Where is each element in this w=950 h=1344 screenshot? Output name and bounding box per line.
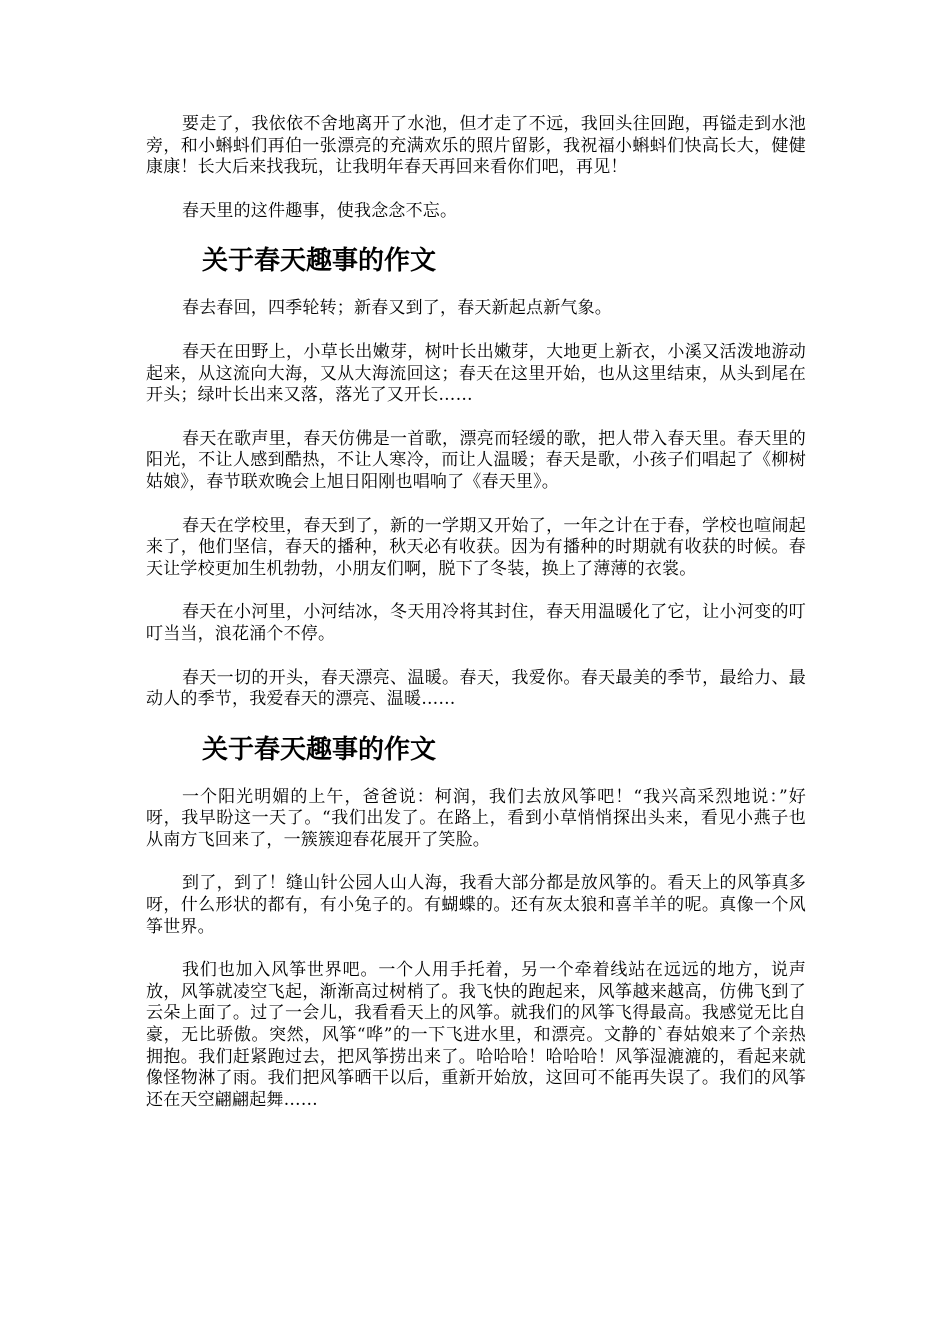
paragraph: 春天在小河里，小河结冰，冬天用冷将其封住，春天用温暖化了它，让小河变的叮叮当当，浪花涌个不停。 bbox=[146, 602, 806, 644]
section-essay-1 bbox=[146, 244, 806, 710]
paragraph: 到了，到了！缝山针公园人山人海，我看大部分都是放风筝的。看天上的风筝真多呀，什么形状的都有，有小兔子的。有蝴蝶的。还有灰太狼和喜羊羊的呢。真像一个风筝世界。 bbox=[146, 873, 806, 937]
paragraph: 春天里的这件趣事，使我念念不忘。 bbox=[182, 200, 458, 221]
section-essay-2 bbox=[146, 733, 806, 1112]
section-intro bbox=[146, 114, 806, 222]
paragraph: 我们也加入风筝世界吧。一个人用手托着，另一个牵着线站在远远的地方，说声放，风筝就凌空飞起，渐渐高过树梢了。我飞快的跑起来，风筝越来越高，仿佛飞到了云朵上面了。过了一会儿，我看看天上的风筝。就我们的风筝飞得最高。我感觉无比自豪，无比骄傲。突然，风筝“哗”的一下飞进水里，和漂亮。文静的`春姑娘来了个亲热拥抱。我们赶紧跑过去，把风筝捞出来了。哈哈哈！哈哈哈！风筝湿漉漉的，看起来就像怪物淋了雨。我们把风筝晒干以后，重新开始放，这回可不能再失误了。我们的风筝还在天空翩翩起舞…… bbox=[146, 960, 806, 1110]
paragraph: 一个阳光明媚的上午，爸爸说：柯润，我们去放风筝吧！“我兴高采烈地说：”好呀，我早盼这一天了。“我们出发了。在路上，看到小草悄悄探出头来，看见小燕子也从南方飞回来了，一簇簇迎春花展开了笑脸。 bbox=[146, 786, 806, 850]
section-heading: 关于春天趣事的作文 bbox=[202, 246, 437, 277]
paragraph: 春天在歌声里，春天仿佛是一首歌，漂亮而轻缓的歌，把人带入春天里。春天里的阳光，不让人感到酷热，不让人寒冷，而让人温暖；春天是歌，小孩子们唱起了《柳树姑娘》，春节联欢晚会上旭日阳刚也唱响了《春天里》。 bbox=[146, 428, 806, 492]
paragraph: 春天在学校里，春天到了，新的一学期又开始了，一年之计在于春，学校也喧闹起来了，他们坚信，春天的播种，秋天必有收获。因为有播种的时期就有收获的时候。春天让学校更加生机勃勃，小朋友们啊，脱下了冬装，换上了薄薄的衣裳。 bbox=[146, 515, 806, 579]
section-heading: 关于春天趣事的作文 bbox=[202, 734, 437, 765]
paragraph: 春天在田野上，小草长出嫩芽，树叶长出嫩芽，大地更上新衣，小溪又活泼地游动起来，从这流向大海，又从大海流回这；春天在这里开始，也从这里结束，从头到尾在开头；绿叶长出来又落，落光了又开长…… bbox=[146, 341, 806, 406]
paragraph: 要走了，我依依不舍地离开了水池，但才走了不远，我回头往回跑，再镒走到水池旁，和小蝌蚪们再伯一张漂亮的充满欢乐的照片留影，我祝福小蝌蚪们快高长大，健健康康！长大后来找我玩，让我明年春天再回来看你们吧，再见！ bbox=[146, 114, 806, 178]
document-page bbox=[146, 114, 806, 1133]
paragraph: 春天一切的开头，春天漂亮、温暖。春天，我爱你。春天最美的季节，最给力、最动人的季节，我爱春天的漂亮、温暖…… bbox=[146, 667, 806, 710]
paragraph: 春去春回，四季轮转；新春又到了，春天新起点新气象。 bbox=[182, 298, 612, 319]
